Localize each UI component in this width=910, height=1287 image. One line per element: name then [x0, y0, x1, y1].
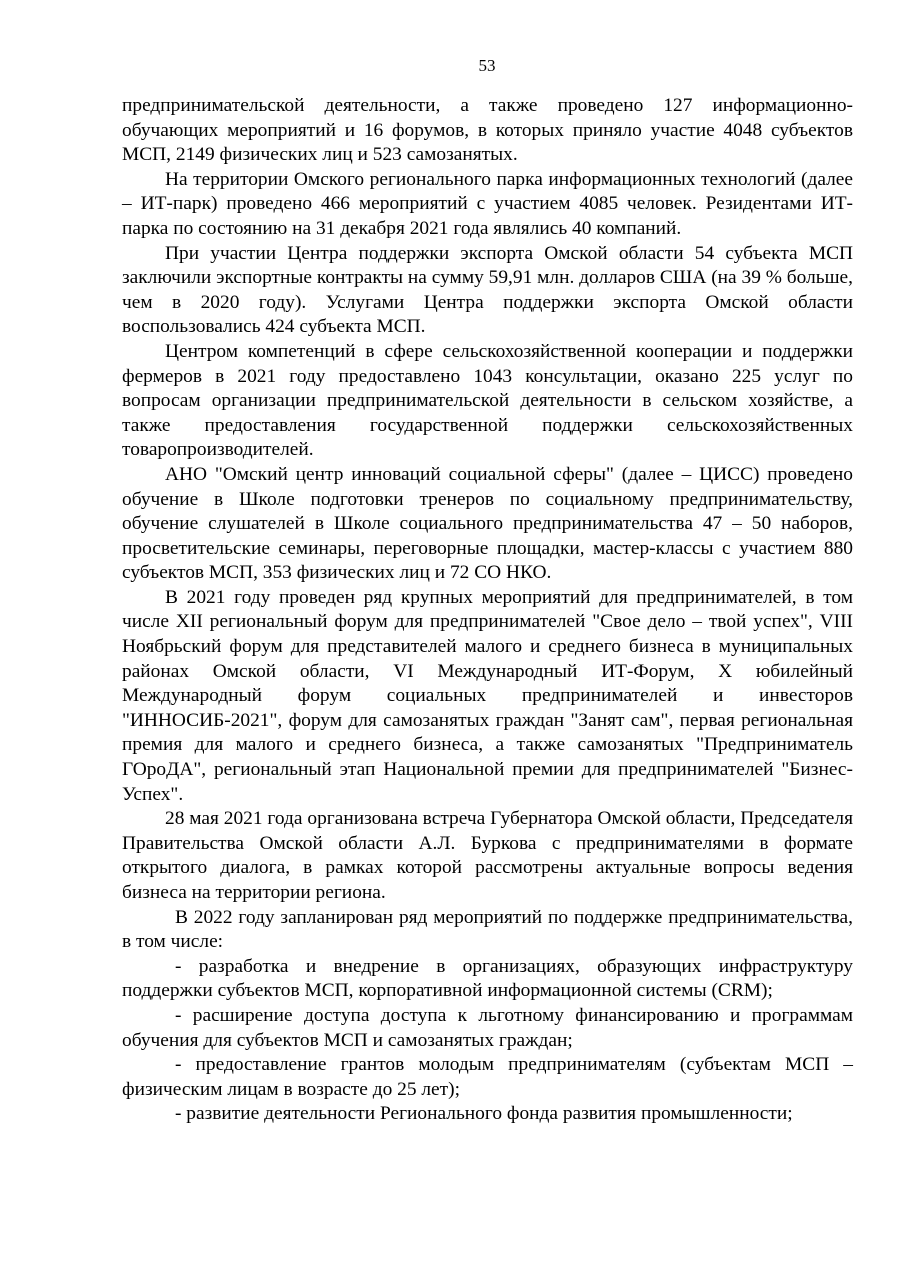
paragraph: АНО "Омский центр инноваций социальной сферы" (далее – ЦИСС) проведено обучение в Школе подготовки тренеров по социальному предпринимательству, обучение слушателей в Школе социального предпринимательства 47 – 50 наборов, просветительские семинары, переговорные площадки, мастер-классы с участием 880 субъектов МСП, 353 физических лиц и 72 СО НКО. [122, 463, 853, 584]
paragraph: В 2021 году проведен ряд крупных мероприятий для предпринимателей, в том числе XII региональный форум для предпринимателей "Свое дело – твой успех", VIII Ноябрьский форум для представителей малого и среднего бизнеса в муниципальных районах Омской области, VI Международный ИТ-Форум, X юбилейный Международный форум социальных предпринимателей и инвесторов "ИННОСИБ-2021", форум для самозанятых граждан "Занят сам", первая региональная премия для малого и среднего бизнеса, а также самозанятых "Предприниматель ГОроДА", региональный этап Национальной премии для предпринимателей "Бизнес-Успех". [122, 586, 853, 805]
paragraph: На территории Омского регионального парка информационных технологий (далее – ИТ-парк) проведено 466 мероприятий с участием 4085 человек. Резидентами ИТ-парка по состоянию на 31 декабря 2021 года являлись 40 компаний. [122, 168, 853, 239]
bullet-item: - развитие деятельности Регионального фонда развития промышленности; [175, 1103, 793, 1125]
page-number: 53 [478, 56, 496, 75]
paragraph: Центром компетенций в сфере сельскохозяйственной кооперации и поддержки фермеров в 2021 году предоставлено 1043 консультации, оказано 225 услуг по вопросам организации предпринимательской деятельности в сельском хозяйстве, а также предоставления государственной поддержки сельскохозяйственных товаропроизводителей. [122, 340, 853, 461]
paragraph: При участии Центра поддержки экспорта Омской области 54 субъекта МСП заключили экспортные контракты на сумму 59,91 млн. долларов США (на 39 % больше, чем в 2020 году). Услугами Центра поддержки экспорта Омской области воспользовались 424 субъекта МСП. [122, 242, 853, 338]
paragraph: В 2022 году запланирован ряд мероприятий по поддержке предпринимательства, в том числе: [122, 906, 853, 953]
bullet-item: - расширение доступа доступа к льготному финансированию и программам обучения для субъектов МСП и самозанятых граждан; [122, 1004, 853, 1051]
bullet-item: - предоставление грантов молодым предпринимателям (субъектам МСП – физическим лицам в возрасте до 25 лет); [122, 1054, 853, 1100]
document-body [122, 94, 853, 1127]
paragraph: предпринимательской деятельности, а также проведено 127 информационно-обучающих мероприятий и 16 форумов, в которых приняло участие 4048 субъектов МСП, 2149 физических лиц и 523 самозанятых. [122, 95, 853, 166]
bullet-item: - разработка и внедрение в организациях, образующих инфраструктуру поддержки субъектов МСП, корпоративной информационной системы (CRM); [122, 955, 853, 1002]
paragraph: 28 мая 2021 года организована встреча Губернатора Омской области, Председателя Правительства Омской области А.Л. Буркова с предпринимателями в формате открытого диалога, в рамках которой рассмотрены актуальные вопросы ведения бизнеса на территории региона. [122, 808, 853, 903]
